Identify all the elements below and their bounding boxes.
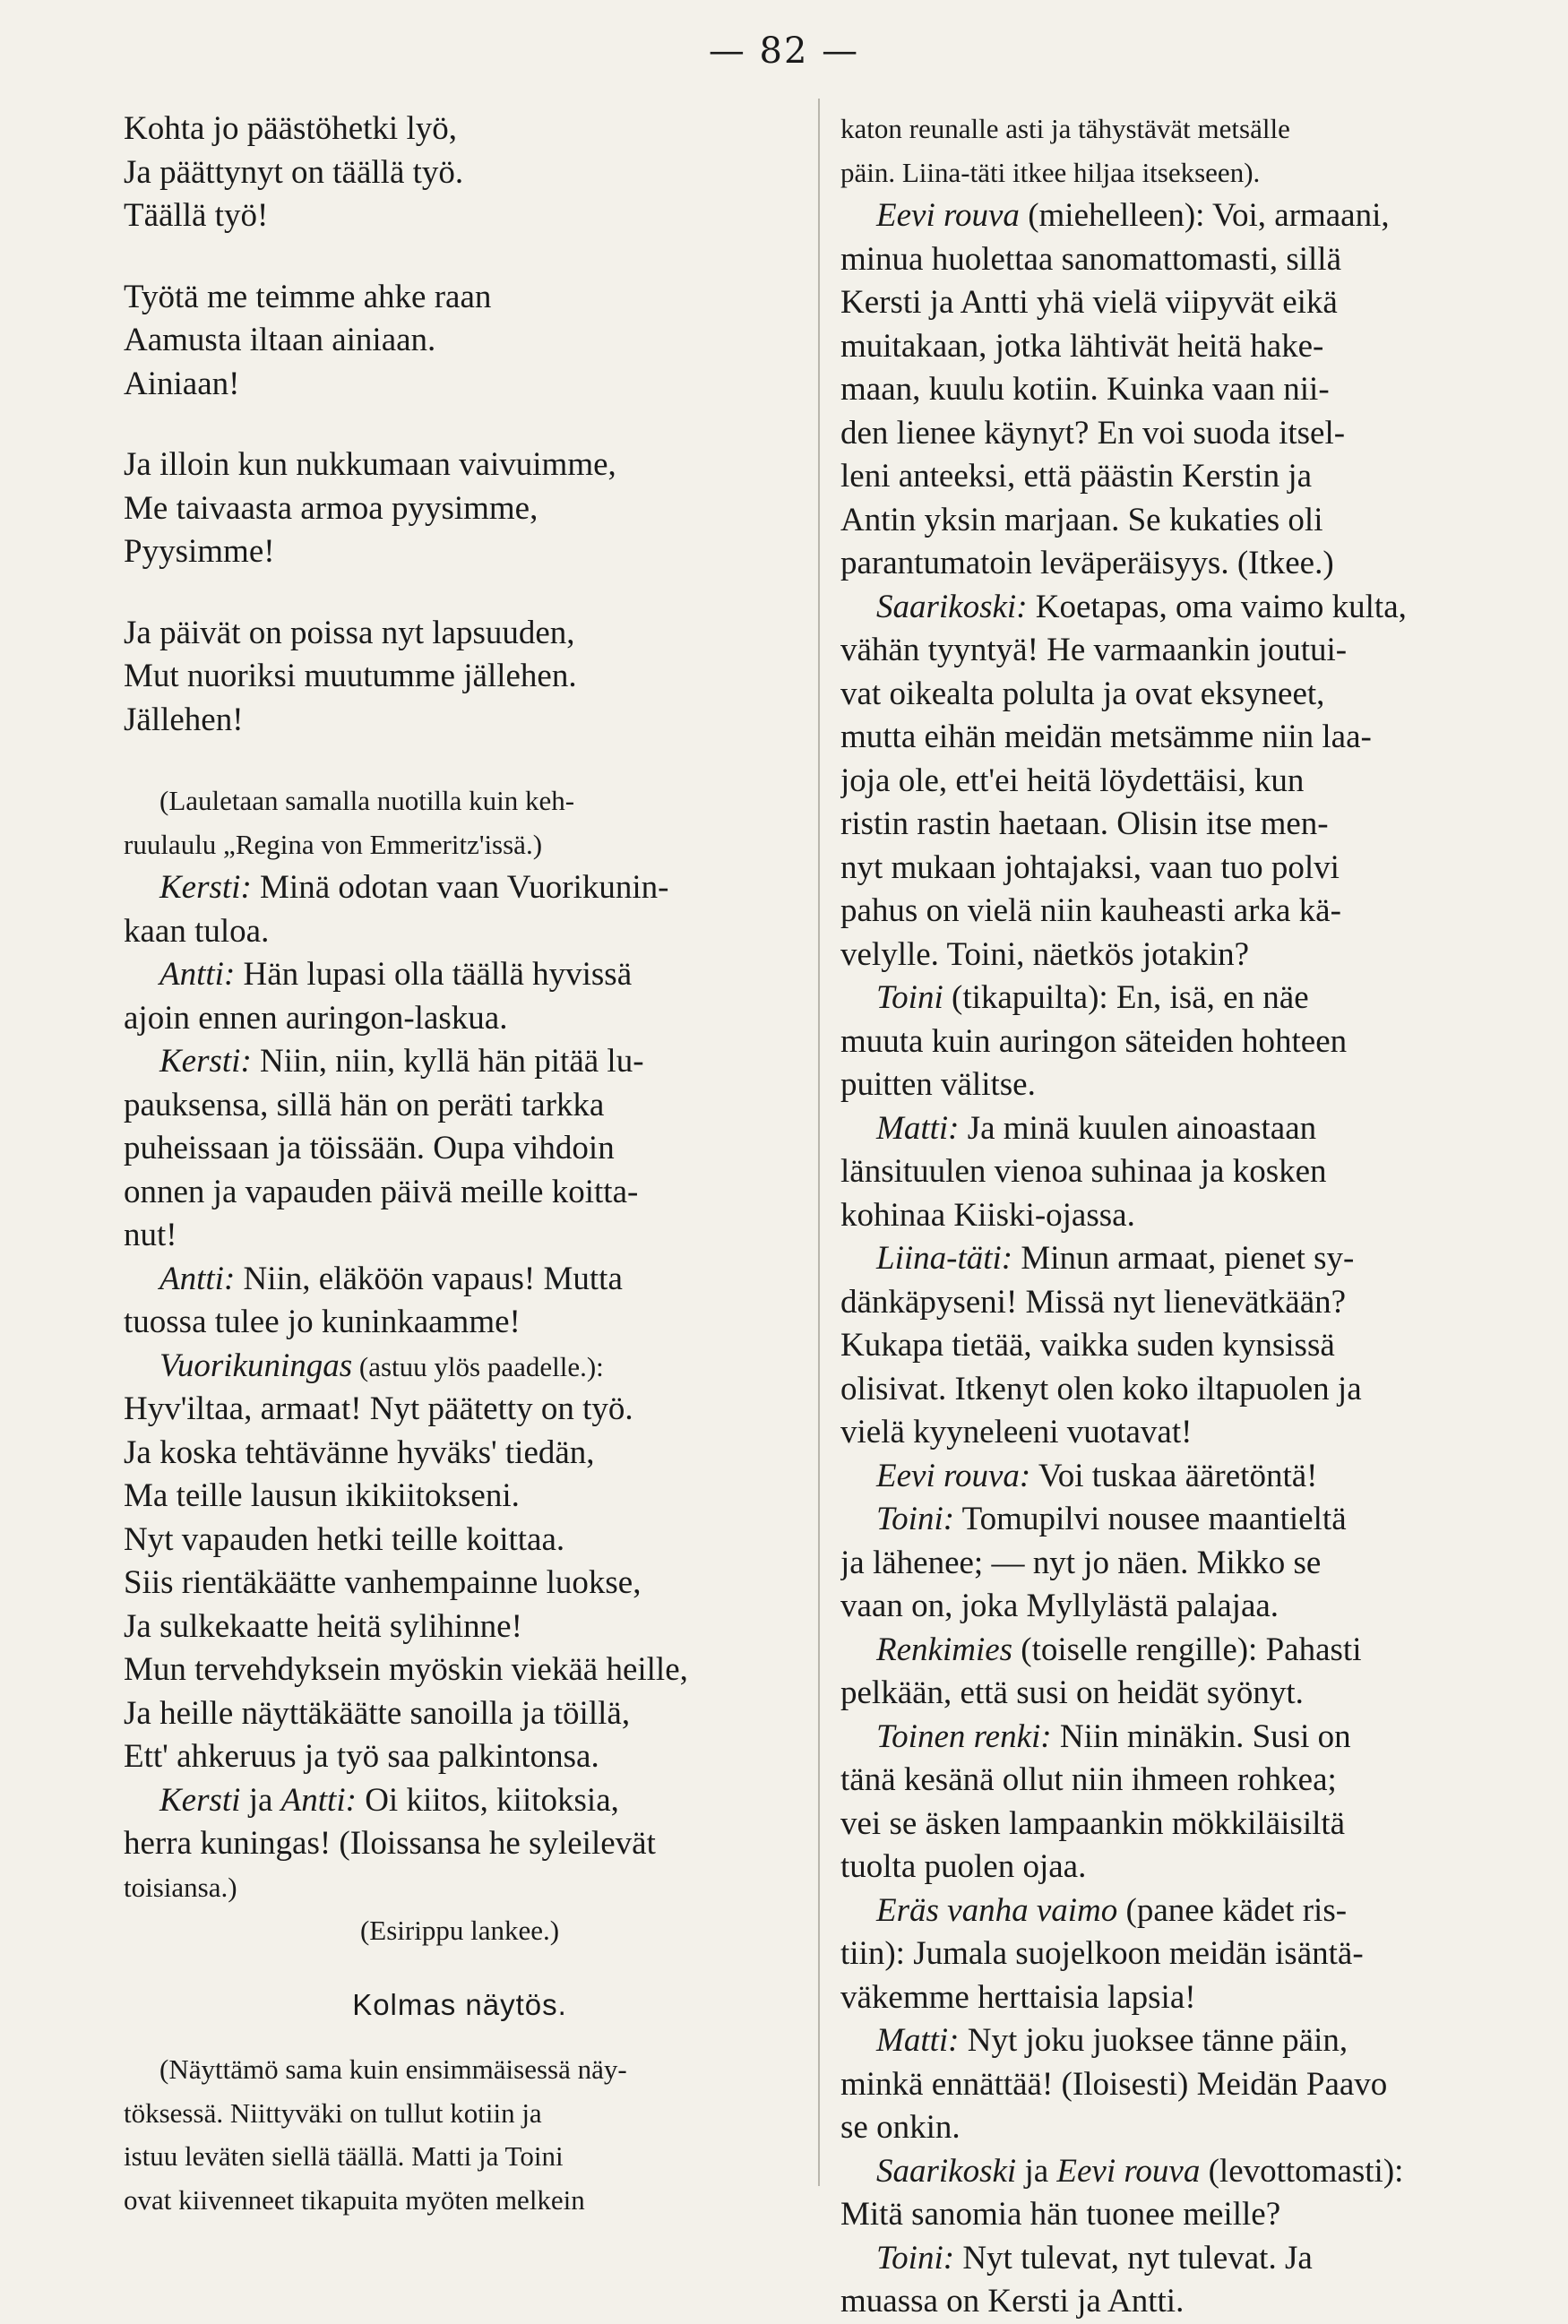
speaker-name: Toini: (876, 2239, 955, 2277)
poem-line: Ja päättynyt on täällä työ. (124, 153, 464, 191)
speech-text: Voi tuskaa ääretöntä! (1030, 1457, 1318, 1494)
speech-line: den lienee käynyt? En voi suoda itsel- (840, 414, 1346, 452)
speaker-name: Antti: (280, 1781, 357, 1819)
speaker-name: Eräs vanha vaimo (876, 1891, 1118, 1929)
right-column (840, 108, 1478, 2324)
speech-text: (miehelleen): Voi, armaani, (1019, 197, 1390, 234)
speech-line: tänä kesänä ollut niin ihmeen rohkea; (840, 1761, 1337, 1798)
verse-line: Ja sulkekaatte heitä sylihinne! (124, 1607, 522, 1645)
speech-line: ajoin ennen auringon-laskua. (124, 999, 508, 1037)
poem-stanza (124, 443, 796, 574)
speech-line: minkä ennättää! (Iloisesti) Meidän Paavo (840, 2065, 1388, 2103)
speaker-name: Antti: (159, 1260, 236, 1297)
dialogue-saarikoski-eevi: Saarikoski ja Eevi rouva (levottomasti): Mitä sanomia hän tuonee meille? (840, 2150, 1478, 2237)
speech-text: (tikapuilta): En, isä, en näe (943, 979, 1309, 1016)
stage-line: ruulaulu „Regina von Emmeritz'issä.) (124, 828, 543, 860)
speech-text: Nyt tulevat, nyt tulevat. Ja (954, 2239, 1313, 2277)
stage-line: (Näyttämö sama kuin ensimmäisessä näy- (159, 2053, 627, 2085)
speaker-name: Kersti: (159, 869, 252, 906)
speech-line: toisiansa.) (124, 1871, 237, 1903)
speech-line: Antin yksin marjaan. Se kukaties oli (840, 501, 1323, 538)
speaker-name: Matti: (876, 2022, 960, 2059)
dialogue-eras-vaimo (840, 1889, 1478, 2020)
dialogue-eevi (840, 194, 1478, 586)
speech-line: se onkin. (840, 2109, 961, 2146)
speaker-name: Kersti (159, 1781, 241, 1819)
speech-text: Oi kiitos, kiitoksia, (356, 1781, 619, 1819)
poem-stanza (124, 108, 796, 238)
poem-line: Mut nuoriksi muutumme jällehen. (124, 658, 577, 694)
speaker-name: Saarikoski: (876, 588, 1028, 625)
speech-text: Ja minä kuulen ainoastaan (959, 1109, 1317, 1147)
speaker-name: Liina-täti: (876, 1240, 1013, 1277)
speech-line: vaan on, joka Myllylästä palajaa. (840, 1588, 1279, 1624)
poem-line: Työtä me teimme ahke raan (124, 278, 492, 315)
act-heading: Kolmas näytös. (352, 1987, 567, 2021)
speech-line: tiin): Jumala suojelkoon meidän isäntä- (840, 1935, 1364, 1972)
poem-line: Täällä työ! (124, 197, 269, 234)
page-number: — 82 — (708, 30, 860, 72)
verse-line: Siis rientäkäätte vanhempainne luokse, (124, 1564, 642, 1601)
speech-line: onnen ja vapauden päivä meille koitta- (124, 1173, 639, 1210)
stage-line: ovat kiivenneet tikapuita myöten melkein (124, 2183, 585, 2216)
speaker-name: Renkimies (876, 1631, 1013, 1668)
speech-line: vat oikealta polulta ja ovat eksyneet, (840, 675, 1325, 712)
column-divider (818, 99, 820, 2186)
poem-line: Jällehen! (124, 701, 244, 738)
speaker-name: Toini: (876, 1501, 955, 1537)
speech-line: Kukapa tietää, vaikka suden kynsissä (840, 1327, 1335, 1364)
speech-text: Hän lupasi olla täällä hyvissä (235, 956, 633, 993)
speech-line: pelkään, että susi on heidät syönyt. (840, 1674, 1304, 1711)
speech-line: olisivat. Itkenyt olen koko iltapuolen ja (840, 1370, 1362, 1407)
speech-line: Mitä sanomia hän tuonee meille? (840, 2196, 1281, 2233)
dialogue-kersti-antti: Kersti ja Antti: Oi kiitos, kiitoksia, herra kuningas! (Iloissansa he syleilevät toisiansa.) (124, 1779, 796, 1910)
stage-direction (124, 779, 796, 866)
speech-line: kohinaa Kiiski-ojassa. (840, 1196, 1135, 1234)
speech-line: muassa on Kersti ja Antti. (840, 2283, 1185, 2320)
speech-line: vei se äsken lampaankin mökkiläisiltä (840, 1804, 1346, 1842)
dialogue-antti (124, 1258, 796, 1345)
speech-line: maan, kuulu kotiin. Kuinka vaan nii- (840, 371, 1330, 408)
speech-line: vähän tyyntyä! He varmaankin joutui- (840, 632, 1348, 668)
speaker-name: Kersti: (159, 1043, 252, 1080)
speech-text: Nyt joku juoksee tänne päin, (959, 2022, 1348, 2059)
speech-line: minua huolettaa sanomattomasti, sillä (840, 240, 1341, 278)
speaker-name: Antti: (159, 956, 236, 993)
stage-line: päin. Liina-täti itkee hiljaa itsekseen). (840, 156, 1261, 188)
stage-line: töksessä. Niittyväki on tullut kotiin ja (124, 2096, 542, 2129)
poem-line: Kohta jo päästöhetki lyö, (124, 110, 457, 147)
speech-line: muuta kuin auringon säteiden hohteen (840, 1022, 1348, 1060)
speech-text: (panee kädet ris- (1117, 1891, 1348, 1929)
speech-text: Niin, eläköön vapaus! Mutta (235, 1260, 623, 1297)
speech-line: puitten välitse. (840, 1066, 1036, 1103)
speech-line: väkemme herttaisia lapsia! (840, 1978, 1196, 2016)
stage-line: (Lauletaan samalla nuotilla kuin keh- (159, 785, 575, 816)
speech-line: ja lähenee; — nyt jo näen. Mikko se (840, 1544, 1322, 1581)
speech-line: leni anteeksi, että päästin Kerstin ja (840, 458, 1313, 495)
speech-line: kaan tuloa. (124, 912, 270, 950)
speech-line: muitakaan, jotka lähtivät heitä hake- (840, 327, 1324, 365)
dialogue-renkimies (840, 1629, 1478, 1716)
speaker-name: Matti: (876, 1109, 960, 1147)
stage-direction-continued (840, 108, 1478, 194)
speech-text: Minun armaat, pienet sy- (1012, 1240, 1355, 1277)
speech-line: vielä kyyneleeni vuotavat! (840, 1414, 1193, 1450)
speech-line: parantumatoin leväperäisyys. (Itkee.) (840, 545, 1334, 581)
dialogue-matti (840, 1107, 1478, 1238)
dialogue-matti (840, 2019, 1478, 2150)
speaker-name: Eevi rouva (1056, 2152, 1201, 2190)
dialogue-liina (840, 1237, 1478, 1455)
poem-stanza (124, 612, 796, 743)
speech-line: joja ole, ett'ei heitä löydettäisi, kun (840, 762, 1305, 799)
speaker-name: Toini (876, 979, 943, 1016)
speaker-name: Eevi rouva: (876, 1457, 1031, 1494)
speech-line: mutta eihän meidän metsämme niin laa- (840, 719, 1372, 755)
verse-line: Hyv'iltaa, armaat! Nyt päätetty on työ. (124, 1390, 633, 1427)
speech-line: tuolta puolen ojaa. (840, 1848, 1087, 1885)
speech-text: Minä odotan vaan Vuorikunin- (251, 869, 669, 906)
dialogue-toinen-renki (840, 1716, 1478, 1889)
speech-text: (astuu ylös paadelle.): (352, 1350, 604, 1382)
speech-line: tuossa tulee jo kuninkaamme! (124, 1304, 521, 1340)
poem-line: Ja päivät on poissa nyt lapsuuden, (124, 614, 575, 651)
speaker-name: Eevi rouva (876, 197, 1020, 234)
stage-line: katon reunalle asti ja tähystävät metsälle (840, 113, 1290, 144)
speech-text: (levottomasti): (1200, 2152, 1404, 2190)
speech-line: ristin rastin haetaan. Olisin itse men- (840, 805, 1329, 842)
speech-text: (toiselle rengille): Pahasti (1012, 1631, 1362, 1668)
stage-line: istuu leväten siellä täällä. Matti ja Toini (124, 2140, 564, 2172)
verse-line: Ja koska tehtävänne hyväks' tiedän, (124, 1433, 595, 1471)
speech-line: länsituulen vienoa suhinaa ja kosken (840, 1153, 1327, 1190)
verse-line: Ja heille näyttäkäätte sanoilla ja töillä, (124, 1694, 631, 1732)
speech-text: Niin minäkin. Susi on (1051, 1717, 1351, 1755)
speech-text: Koetapas, oma vaimo kulta, (1027, 588, 1407, 625)
speech-line: herra kuningas! (Iloissansa he syleilevät (124, 1825, 656, 1862)
poem-line: Ainiaan! (124, 365, 240, 402)
dialogue-kersti (124, 1040, 796, 1258)
dialogue-vuorikuningas (124, 1345, 796, 1779)
speech-line: puheissaan ja töissään. Oupa vihdoin (124, 1130, 615, 1166)
speech-line: dänkäpyseni! Missä nyt lienevätkään? (840, 1283, 1347, 1321)
dialogue-toini (840, 1498, 1478, 1629)
poem-stanza (124, 276, 796, 407)
dialogue-toini (840, 977, 1478, 1107)
speech-line: pauksensa, sillä hän on peräti tarkka (124, 1086, 605, 1123)
speech-line: velylle. Toini, näetkös jotakin? (840, 935, 1250, 973)
speech-text: Tomupilvi nousee maantieltä (954, 1501, 1347, 1537)
dialogue-toini (840, 2237, 1478, 2324)
speech-line: nyt mukaan johtajaksi, vaan tuo polvi (840, 848, 1340, 886)
dialogue-antti (124, 953, 796, 1040)
speech-line: pahus on vielä niin kauheasti arka kä- (840, 892, 1341, 929)
speech-line: Kersti ja Antti yhä vielä viipyvät eikä (840, 284, 1338, 321)
dialogue-eevi (840, 1455, 1478, 1499)
poem-line: Me taivaasta armoa pyysimme, (124, 489, 538, 527)
act-stage-direction (124, 2048, 796, 2222)
speaker-name: Vuorikuningas (159, 1347, 353, 1384)
poem-line: Ja illoin kun nukkumaan vaivuimme, (124, 446, 616, 483)
speech-text: Niin, niin, kyllä hän pitää lu- (251, 1043, 644, 1080)
curtain-direction: (Esirippu lankee.) (359, 1915, 560, 1946)
poem-line: Aamusta iltaan ainiaan. (124, 322, 436, 358)
speaker-name: Saarikoski (876, 2152, 1017, 2190)
speaker-name: Toinen renki: (876, 1717, 1052, 1755)
verse-line: Mun tervehdyksein myöskin viekää heille, (124, 1651, 688, 1688)
left-column (124, 108, 796, 2222)
verse-line: Nyt vapauden hetki teille koittaa. (124, 1520, 565, 1558)
poem-line: Pyysimme! (124, 533, 275, 570)
verse-line: Ett' ahkeruus ja työ saa palkintonsa. (124, 1738, 599, 1775)
verse-line: Ma teille lausun ikikiitokseni. (124, 1477, 520, 1514)
speech-line: nut! (124, 1217, 177, 1253)
dialogue-saarikoski (840, 586, 1478, 977)
dialogue-kersti (124, 866, 796, 953)
